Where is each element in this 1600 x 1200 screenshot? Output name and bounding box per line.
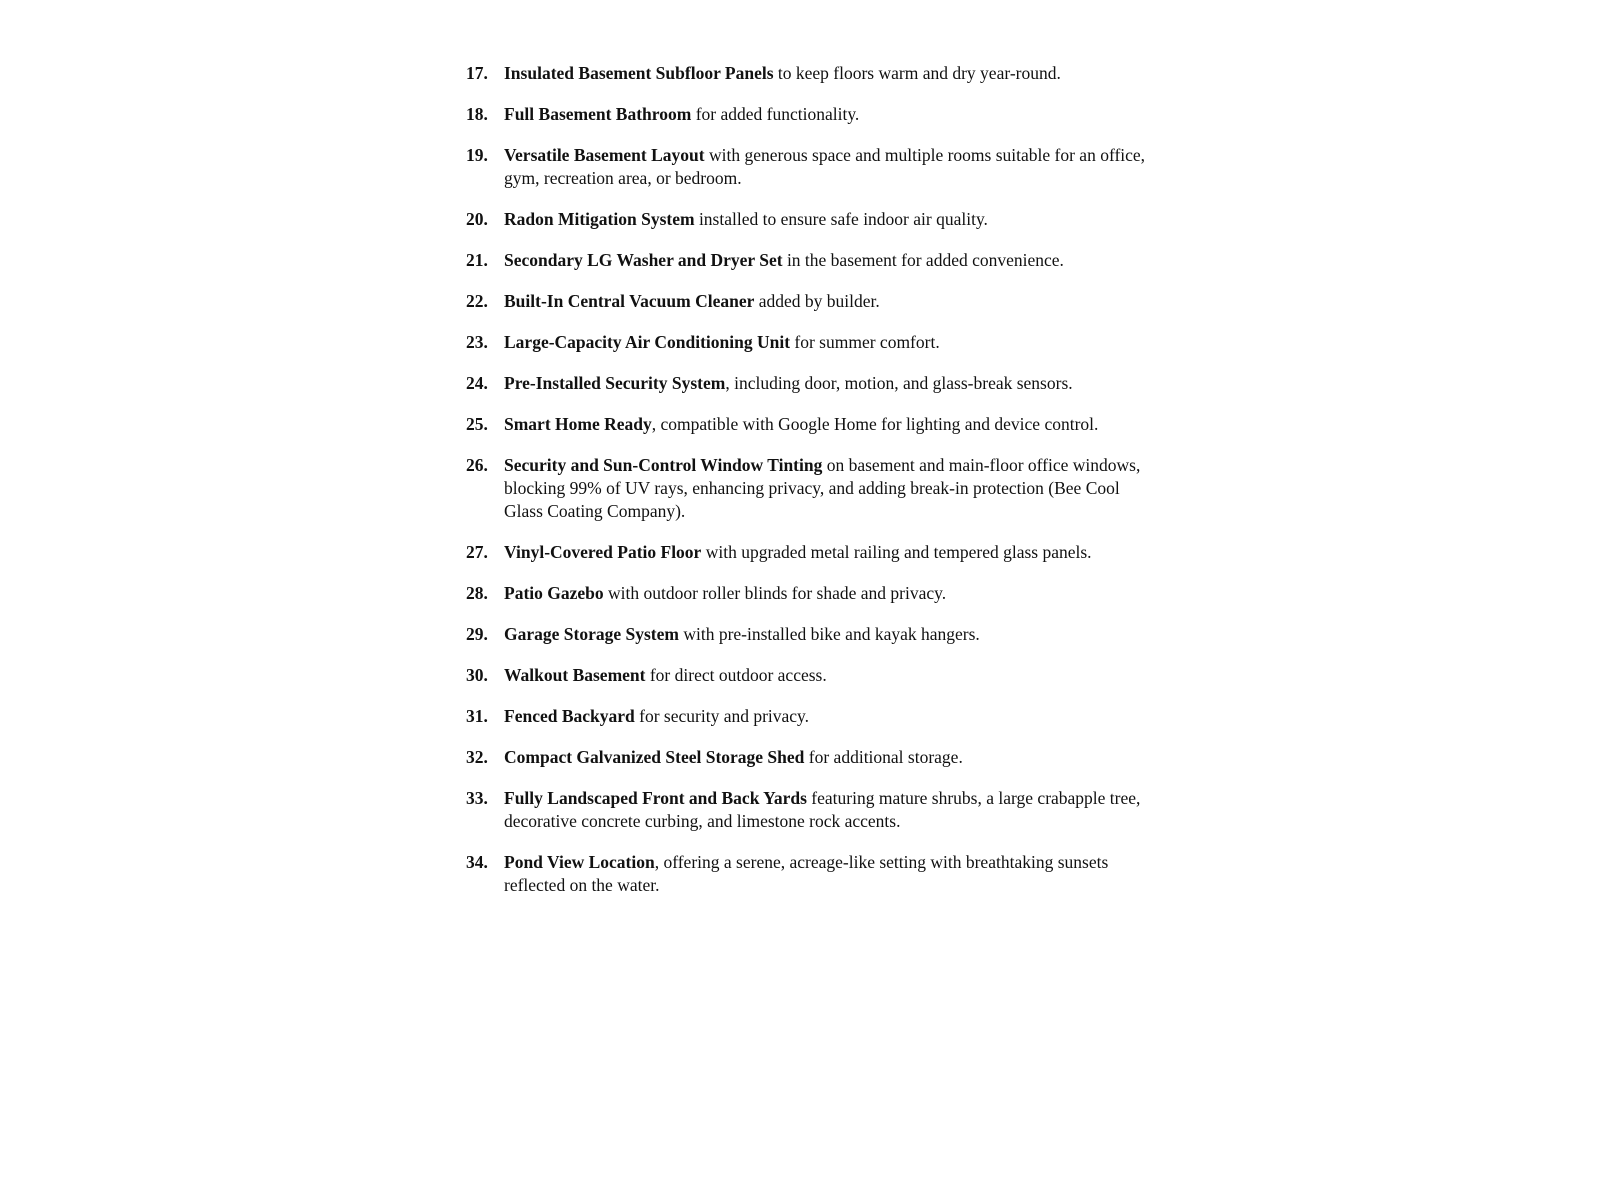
item-title: Secondary LG Washer and Dryer Set [504, 250, 783, 270]
list-item [466, 413, 1146, 436]
item-text: featuring mature shrubs, a large crabapple tree, decorative concrete curbing, and limestone rock accents. [504, 788, 1141, 831]
item-title: Vinyl-Covered Patio Floor [504, 542, 702, 562]
list-item [466, 290, 1146, 313]
item-text: for security and privacy. [634, 706, 810, 726]
item-title: Large-Capacity Air Conditioning Unit [504, 332, 791, 352]
item-text: installed to ensure safe indoor air quality. [694, 209, 988, 229]
item-number: 34. [466, 852, 488, 872]
list-item [466, 851, 1146, 897]
item-number: 27. [466, 542, 488, 562]
item-title: Pond View Location [504, 852, 655, 872]
item-number: 33. [466, 788, 488, 808]
item-text: , including door, motion, and glass-break sensors. [725, 373, 1073, 393]
item-number: 19. [466, 145, 488, 165]
item-number: 23. [466, 332, 488, 352]
item-number: 31. [466, 706, 488, 726]
item-title: Security and Sun-Control Window Tinting [504, 455, 823, 475]
list-item [466, 454, 1146, 523]
item-number: 24. [466, 373, 488, 393]
item-number: 25. [466, 414, 488, 434]
item-title: Fenced Backyard [504, 706, 635, 726]
item-text: for added functionality. [691, 104, 860, 124]
list-item [466, 705, 1146, 728]
item-title: Built-In Central Vacuum Cleaner [504, 291, 755, 311]
item-text: , offering a serene, acreage-like setting with breathtaking sunsets reflected on the water. [504, 852, 1109, 895]
list-item [466, 331, 1146, 354]
list-item [466, 144, 1146, 190]
item-title: Garage Storage System [504, 624, 679, 644]
list-item [466, 582, 1146, 605]
list-item [466, 787, 1146, 833]
item-title: Radon Mitigation System [504, 209, 695, 229]
feature-list [466, 62, 1146, 897]
item-text: with upgraded metal railing and tempered glass panels. [701, 542, 1092, 562]
item-title: Smart Home Ready [504, 414, 652, 434]
item-title: Pre-Installed Security System [504, 373, 726, 393]
list-item [466, 249, 1146, 272]
item-text: , compatible with Google Home for lighting and device control. [651, 414, 1099, 434]
list-item [466, 541, 1146, 564]
list-item [466, 103, 1146, 126]
item-title: Walkout Basement [504, 665, 646, 685]
item-number: 26. [466, 455, 488, 475]
item-text: to keep floors warm and dry year-round. [773, 63, 1061, 83]
item-title: Compact Galvanized Steel Storage Shed [504, 747, 805, 767]
list-item [466, 372, 1146, 395]
item-number: 20. [466, 209, 488, 229]
item-text: added by builder. [754, 291, 880, 311]
item-text: for direct outdoor access. [645, 665, 827, 685]
item-text: in the basement for added convenience. [782, 250, 1064, 270]
item-title: Full Basement Bathroom [504, 104, 692, 124]
item-title: Fully Landscaped Front and Back Yards [504, 788, 807, 808]
item-text: for summer comfort. [790, 332, 940, 352]
item-number: 22. [466, 291, 488, 311]
item-title: Versatile Basement Layout [504, 145, 705, 165]
item-text: with outdoor roller blinds for shade and privacy. [603, 583, 947, 603]
list-item [466, 664, 1146, 687]
item-title: Patio Gazebo [504, 583, 604, 603]
item-number: 30. [466, 665, 488, 685]
list-item [466, 208, 1146, 231]
item-text: with generous space and multiple rooms suitable for an office, gym, recreation area, or bedroom. [504, 145, 1146, 188]
document-page [466, 62, 1146, 915]
list-item [466, 62, 1146, 85]
item-text: for additional storage. [804, 747, 963, 767]
item-number: 28. [466, 583, 488, 603]
item-text: with pre-installed bike and kayak hangers. [678, 624, 980, 644]
item-number: 32. [466, 747, 488, 767]
item-number: 29. [466, 624, 488, 644]
item-title: Insulated Basement Subfloor Panels [504, 63, 774, 83]
item-number: 18. [466, 104, 488, 124]
list-item [466, 746, 1146, 769]
item-number: 17. [466, 63, 488, 83]
item-text: on basement and main-floor office windows, blocking 99% of UV rays, enhancing privacy, and adding break-in protection (Bee Cool Glass Coating Company). [504, 455, 1141, 521]
list-item [466, 623, 1146, 646]
item-number: 21. [466, 250, 488, 270]
